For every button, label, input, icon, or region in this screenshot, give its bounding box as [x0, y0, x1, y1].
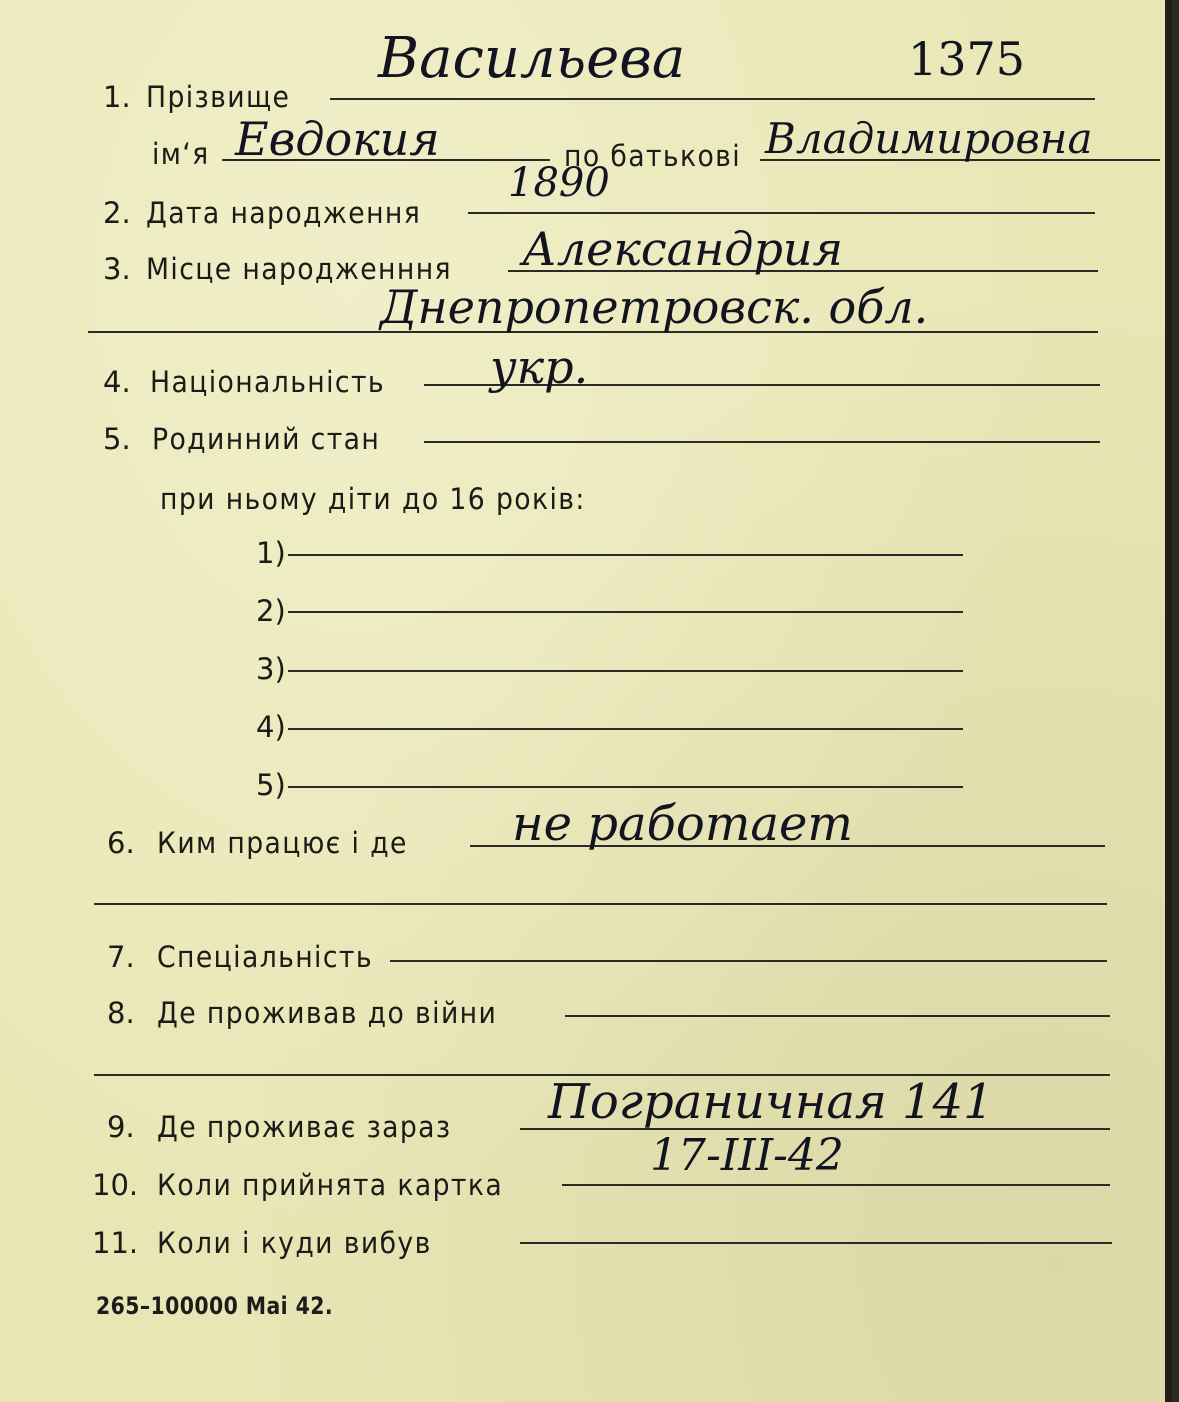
first-name-value: Евдокия [235, 112, 440, 166]
specialty-label: Спеціальність [157, 940, 373, 974]
patronymic-value: Владимировна [765, 114, 1093, 163]
nationality-label: Національність [150, 365, 385, 399]
child-slot-5-line [288, 786, 963, 788]
field-5-number: 5. [103, 422, 131, 456]
surname-line [330, 98, 1095, 100]
child-slot-3-line [288, 670, 963, 672]
card-edge [1165, 0, 1172, 1402]
field-1-number: 1. [103, 80, 131, 114]
child-slot-5-label: 5) [256, 768, 286, 802]
card-number: 1375 [908, 32, 1026, 86]
print-run-footer: 265–100000 Mai 42. [96, 1292, 334, 1320]
birth-date-line [468, 212, 1095, 214]
prewar-address-label: Де проживав до війни [157, 996, 498, 1030]
work-line-2 [94, 903, 1107, 905]
birth-date-label: Дата народження [146, 196, 422, 230]
child-slot-2-label: 2) [256, 594, 286, 628]
field-8-number: 8. [107, 996, 135, 1030]
prewar-address-line [565, 1015, 1110, 1017]
field-4-number: 4. [103, 365, 131, 399]
patronymic-label: по батькові [564, 139, 742, 173]
child-slot-4-label: 4) [256, 710, 286, 744]
child-slot-3-label: 3) [256, 652, 286, 686]
specialty-line [390, 960, 1107, 962]
child-slot-1-line [288, 554, 963, 556]
card-date-value: 17-III-42 [650, 1130, 844, 1181]
nationality-value: укр. [490, 340, 589, 394]
field-3-number: 3. [103, 252, 131, 286]
field-6-number: 6. [107, 826, 135, 860]
marital-status-label: Родинний стан [152, 422, 381, 456]
child-slot-1-label: 1) [256, 536, 286, 570]
children-label: при ньому діти до 16 років: [160, 482, 586, 516]
current-address-label: Де проживає зараз [157, 1110, 452, 1144]
field-7-number: 7. [107, 940, 135, 974]
marital-status-line [424, 441, 1100, 443]
card-date-label: Коли прийнята картка [157, 1168, 504, 1202]
card-date-line [562, 1184, 1110, 1186]
surname-value: Васильева [378, 26, 686, 91]
field-10-number: 10. [92, 1168, 139, 1202]
departure-label: Коли і куди вибув [157, 1226, 432, 1260]
child-slot-4-line [288, 728, 963, 730]
birthplace-label: Місце народженння [146, 252, 452, 286]
field-11-number: 11. [92, 1226, 139, 1260]
first-name-label: ім‘я [152, 137, 210, 171]
surname-label: Прізвище [146, 80, 291, 114]
current-address-value: Пограничная 141 [548, 1074, 994, 1130]
work-value: не работает [512, 796, 853, 852]
field-2-number: 2. [103, 196, 131, 230]
child-slot-2-line [288, 611, 963, 613]
birth-year-value: 1890 [508, 160, 610, 206]
work-label: Ким працює і де [157, 826, 408, 860]
departure-line [520, 1242, 1112, 1244]
field-9-number: 9. [107, 1110, 135, 1144]
birthplace-value-2: Днепропетровск. обл. [380, 280, 929, 334]
birthplace-value-1: Александрия [522, 222, 843, 276]
